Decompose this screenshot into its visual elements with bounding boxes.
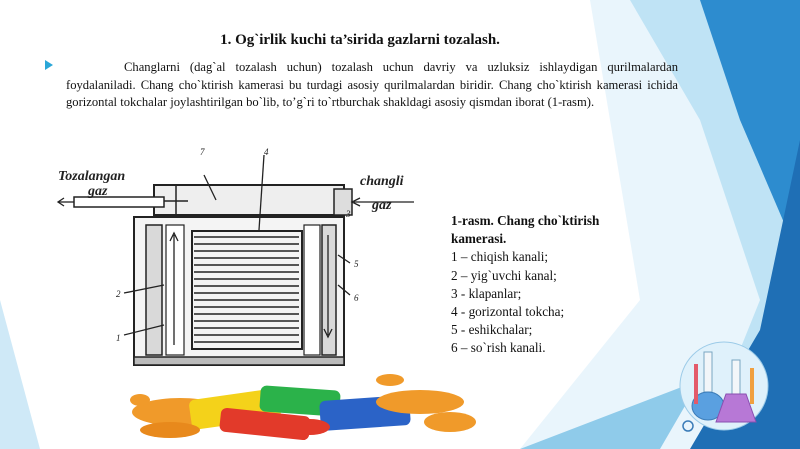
puzzle-pieces-image bbox=[120, 372, 490, 442]
slide-title: 1. Og`irlik kuchi ta’sirida gazlarni tozalash. bbox=[220, 32, 500, 48]
callout-3: 3 bbox=[346, 209, 351, 219]
callout-7: 7 bbox=[200, 147, 205, 157]
body-paragraph: Changlarni (dag`al tozalash uchun) tozalash uchun davriy va uzluksiz ishlaydigan qurilmalardan foydalaniladi. Chang cho`ktirish kamerasi bu turdagi asosiy qurilmalardan biridir. Chang cho`ktirish kamerasi ichida gorizontal tokchalar joylashtirilgan bo`lib, to’g`ri to`rtburchak shakldagi asosiy qismdan iborat (1-rasm). bbox=[66, 60, 678, 110]
callout-2: 2 bbox=[116, 289, 121, 299]
caption-item: 1 – chiqish kanali; bbox=[451, 249, 549, 265]
callout-6: 6 bbox=[354, 293, 359, 303]
caption-heading-2: kamerasi. bbox=[451, 231, 507, 247]
label-dusty-gas-1: changli bbox=[360, 174, 404, 189]
settling-chamber-figure bbox=[54, 145, 424, 375]
caption-item: 5 - eshikchalar; bbox=[451, 322, 533, 338]
callout-1: 1 bbox=[116, 333, 121, 343]
caption-item: 3 - klapanlar; bbox=[451, 285, 522, 301]
caption-item: 4 - gorizontal tokcha; bbox=[451, 304, 565, 320]
lab-flasks-image bbox=[674, 334, 774, 434]
label-dusty-gas-2: gaz bbox=[372, 198, 392, 213]
callout-5: 5 bbox=[354, 259, 359, 269]
caption-item: 2 – yig`uvchi kanal; bbox=[451, 267, 557, 283]
caption-item: 6 – so`rish kanali. bbox=[451, 340, 546, 356]
caption-heading-1: 1-rasm. Chang cho`ktirish bbox=[451, 213, 600, 228]
label-clean-gas-2: gaz bbox=[88, 184, 108, 199]
figure-caption bbox=[451, 212, 651, 358]
label-clean-gas-1: Tozalangan bbox=[58, 169, 126, 184]
triangle-bullet-icon bbox=[44, 59, 54, 75]
callout-4: 4 bbox=[264, 147, 269, 157]
